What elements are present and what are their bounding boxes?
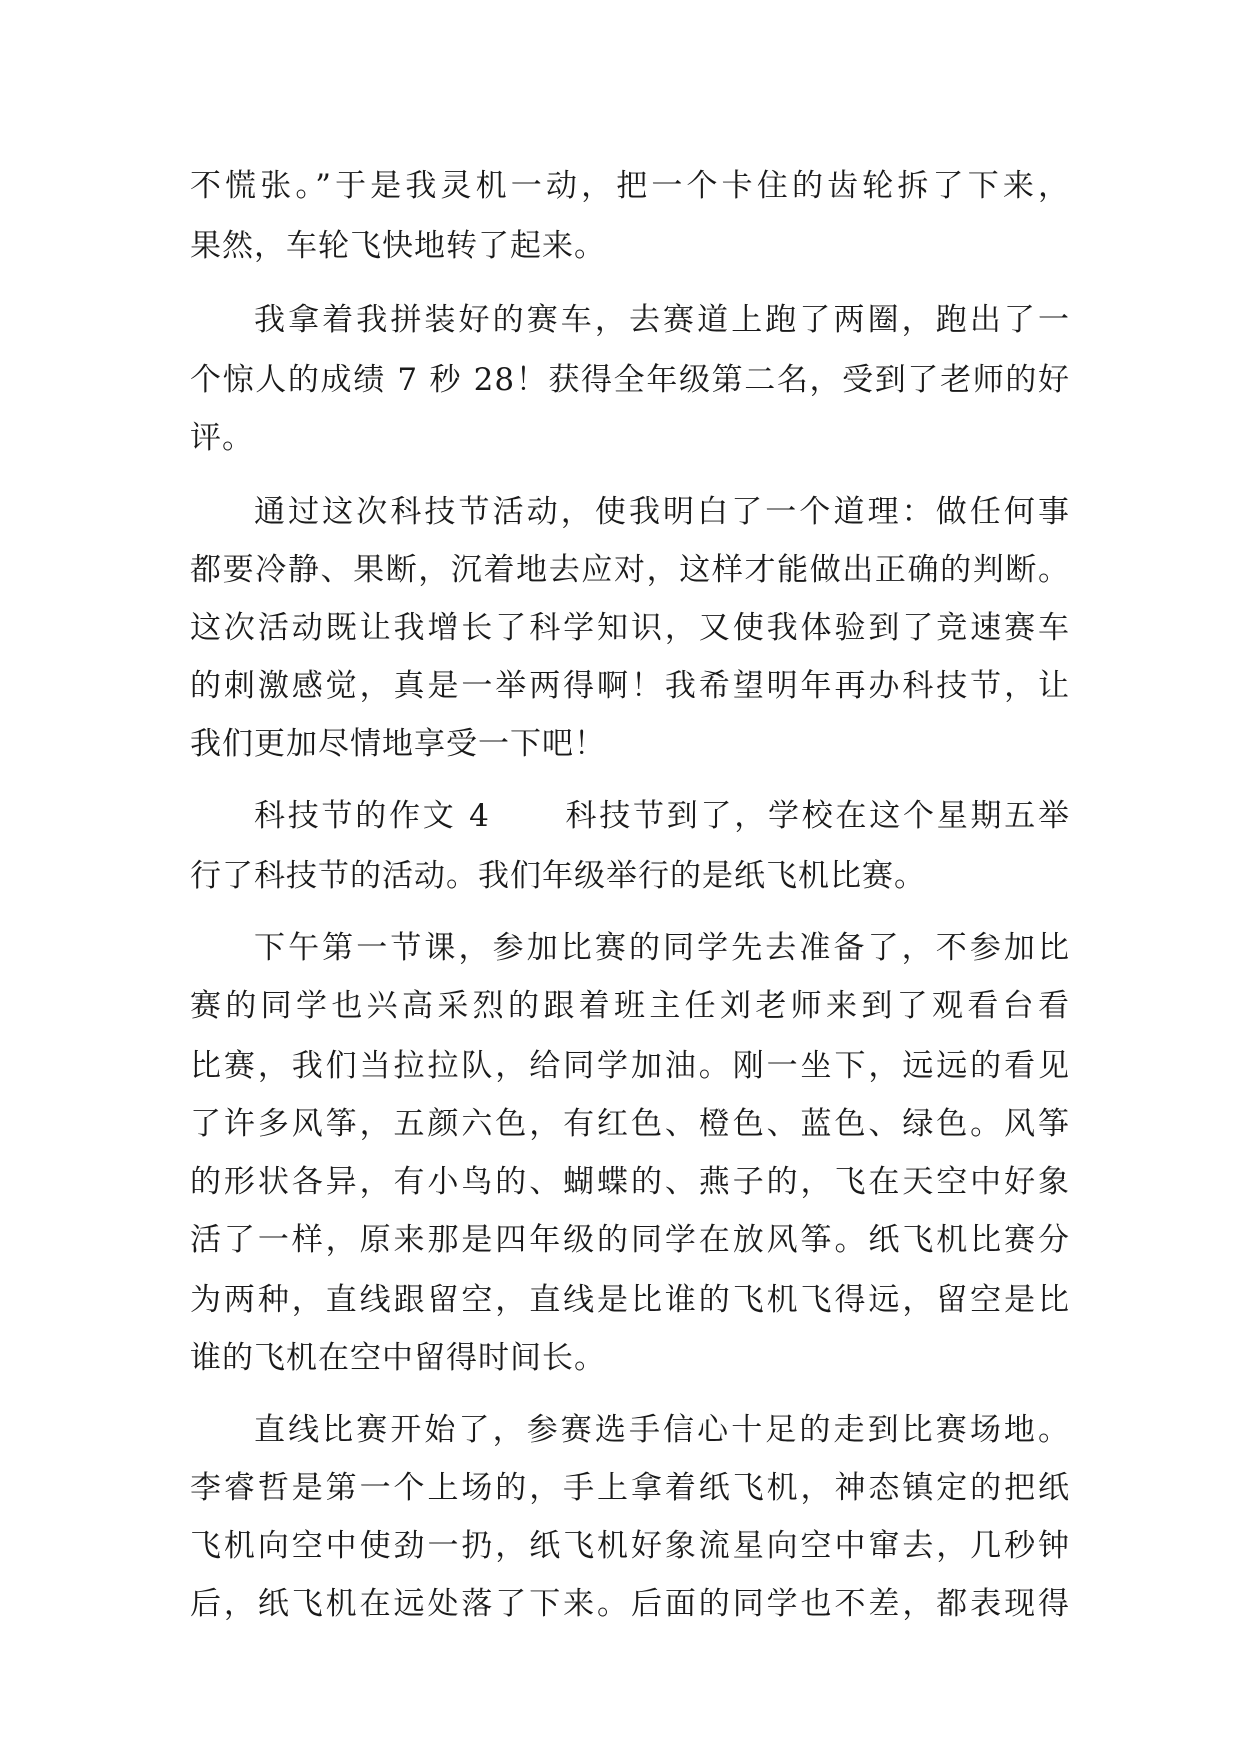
text-line: 下午第一节课，参加比赛的同学先去准备了，不参加比: [254, 930, 1070, 966]
text-line: 的刺激感觉，真是一举两得啊！我希望明年再办科技节，让: [190, 668, 1070, 704]
text-line: 李睿哲是第一个上场的，手上拿着纸飞机，神态镇定的把纸: [190, 1470, 1070, 1506]
section-heading-line: [254, 792, 1070, 840]
text-line: 我们更加尽情地享受一下吧！: [190, 726, 606, 762]
text-line: 赛的同学也兴高采烈的跟着班主任刘老师来到了观看台看: [190, 988, 1070, 1024]
text-line: 行了科技节的活动。我们年级举行的是纸飞机比赛。: [190, 858, 926, 894]
text-line: 了许多风筝，五颜六色，有红色、橙色、蓝色、绿色。风筝: [190, 1106, 1070, 1142]
text-line: 为两种，直线跟留空，直线是比谁的飞机飞得远，留空是比: [190, 1282, 1070, 1318]
text-line: 活了一样，原来那是四年级的同学在放风筝。纸飞机比赛分: [190, 1222, 1070, 1258]
text-line: 通过这次科技节活动，使我明白了一个道理：做任何事: [254, 494, 1070, 530]
text-line: 比赛，我们当拉拉队，给同学加油。刚一坐下，远远的看见: [190, 1048, 1070, 1084]
text-line: 科技节到了，学校在这个星期五举: [563, 798, 1071, 834]
text-line: 飞机向空中使劲一扔，纸飞机好象流星向空中窜去，几秒钟: [190, 1528, 1070, 1564]
text-line: 直线比赛开始了，参赛选手信心十足的走到比赛场地。: [254, 1412, 1070, 1448]
text-line: 个惊人的成绩 7 秒 28！获得全年级第二名，受到了老师的好: [190, 362, 1070, 398]
text-line: 我拿着我拼装好的赛车，去赛道上跑了两圈，跑出了一: [254, 302, 1070, 338]
text-line: 果然，车轮飞快地转了起来。: [190, 228, 606, 264]
essay-title: 科技节的作文 4: [254, 798, 490, 834]
text-line: 后，纸飞机在远处落了下来。后面的同学也不差，都表现得: [190, 1586, 1070, 1622]
text-line: 不慌张。”于是我灵机一动，把一个卡住的齿轮拆了下来，: [190, 168, 1070, 204]
text-line: 的形状各异，有小鸟的、蝴蝶的、燕子的，飞在天空中好象: [190, 1164, 1070, 1200]
text-line: 这次活动既让我增长了科学知识，又使我体验到了竞速赛车: [190, 610, 1070, 646]
text-line: 都要冷静、果断，沉着地去应对，这样才能做出正确的判断。: [190, 552, 1070, 588]
text-line: 谁的飞机在空中留得时间长。: [190, 1340, 606, 1376]
text-line: 评。: [190, 420, 254, 456]
